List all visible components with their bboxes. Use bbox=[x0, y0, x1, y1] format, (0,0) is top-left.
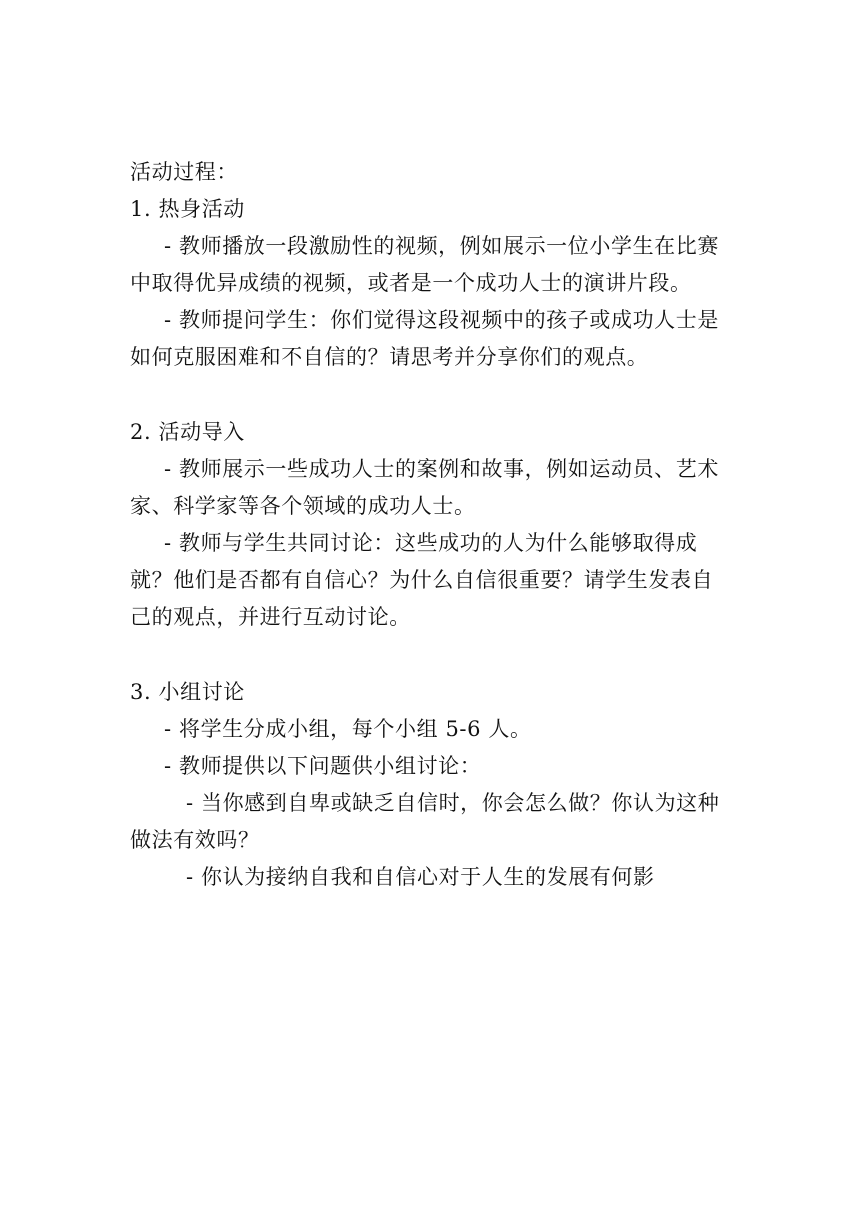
section-heading: 活动过程： bbox=[130, 160, 238, 184]
document-body bbox=[130, 154, 730, 896]
sub-paragraph: - 你认为接纳自我和自信心对于人生的发展有何影 bbox=[186, 865, 655, 889]
section-title-1: 1. 热身活动 bbox=[130, 197, 245, 221]
section-title-2: 2. 活动导入 bbox=[130, 420, 245, 444]
paragraph: - 教师播放一段激励性的视频，例如展示一位小学生在比赛中取得优异成绩的视频，或者是一个成功人士的演讲片段。 bbox=[130, 234, 719, 295]
paragraph: - 将学生分成小组，每个小组 5-6 人。 bbox=[164, 717, 532, 741]
paragraph-gap bbox=[130, 376, 730, 414]
paragraph: - 教师与学生共同讨论：这些成功的人为什么能够取得成就？他们是否都有自信心？为什么自信很重要？请学生发表自己的观点，并进行互动讨论。 bbox=[130, 531, 714, 629]
paragraph: - 教师展示一些成功人士的案例和故事，例如运动员、艺术家、科学家等各个领域的成功人士。 bbox=[130, 457, 719, 518]
paragraph: - 教师提供以下问题供小组讨论： bbox=[164, 754, 482, 778]
sub-paragraph: - 当你感到自卑或缺乏自信时，你会怎么做？你认为这种做法有效吗？ bbox=[130, 791, 720, 852]
section-title-3: 3. 小组讨论 bbox=[130, 680, 245, 704]
paragraph: - 教师提问学生：你们觉得这段视频中的孩子或成功人士是如何克服困难和不自信的？请思考并分享你们的观点。 bbox=[130, 308, 719, 369]
paragraph-gap bbox=[130, 636, 730, 674]
